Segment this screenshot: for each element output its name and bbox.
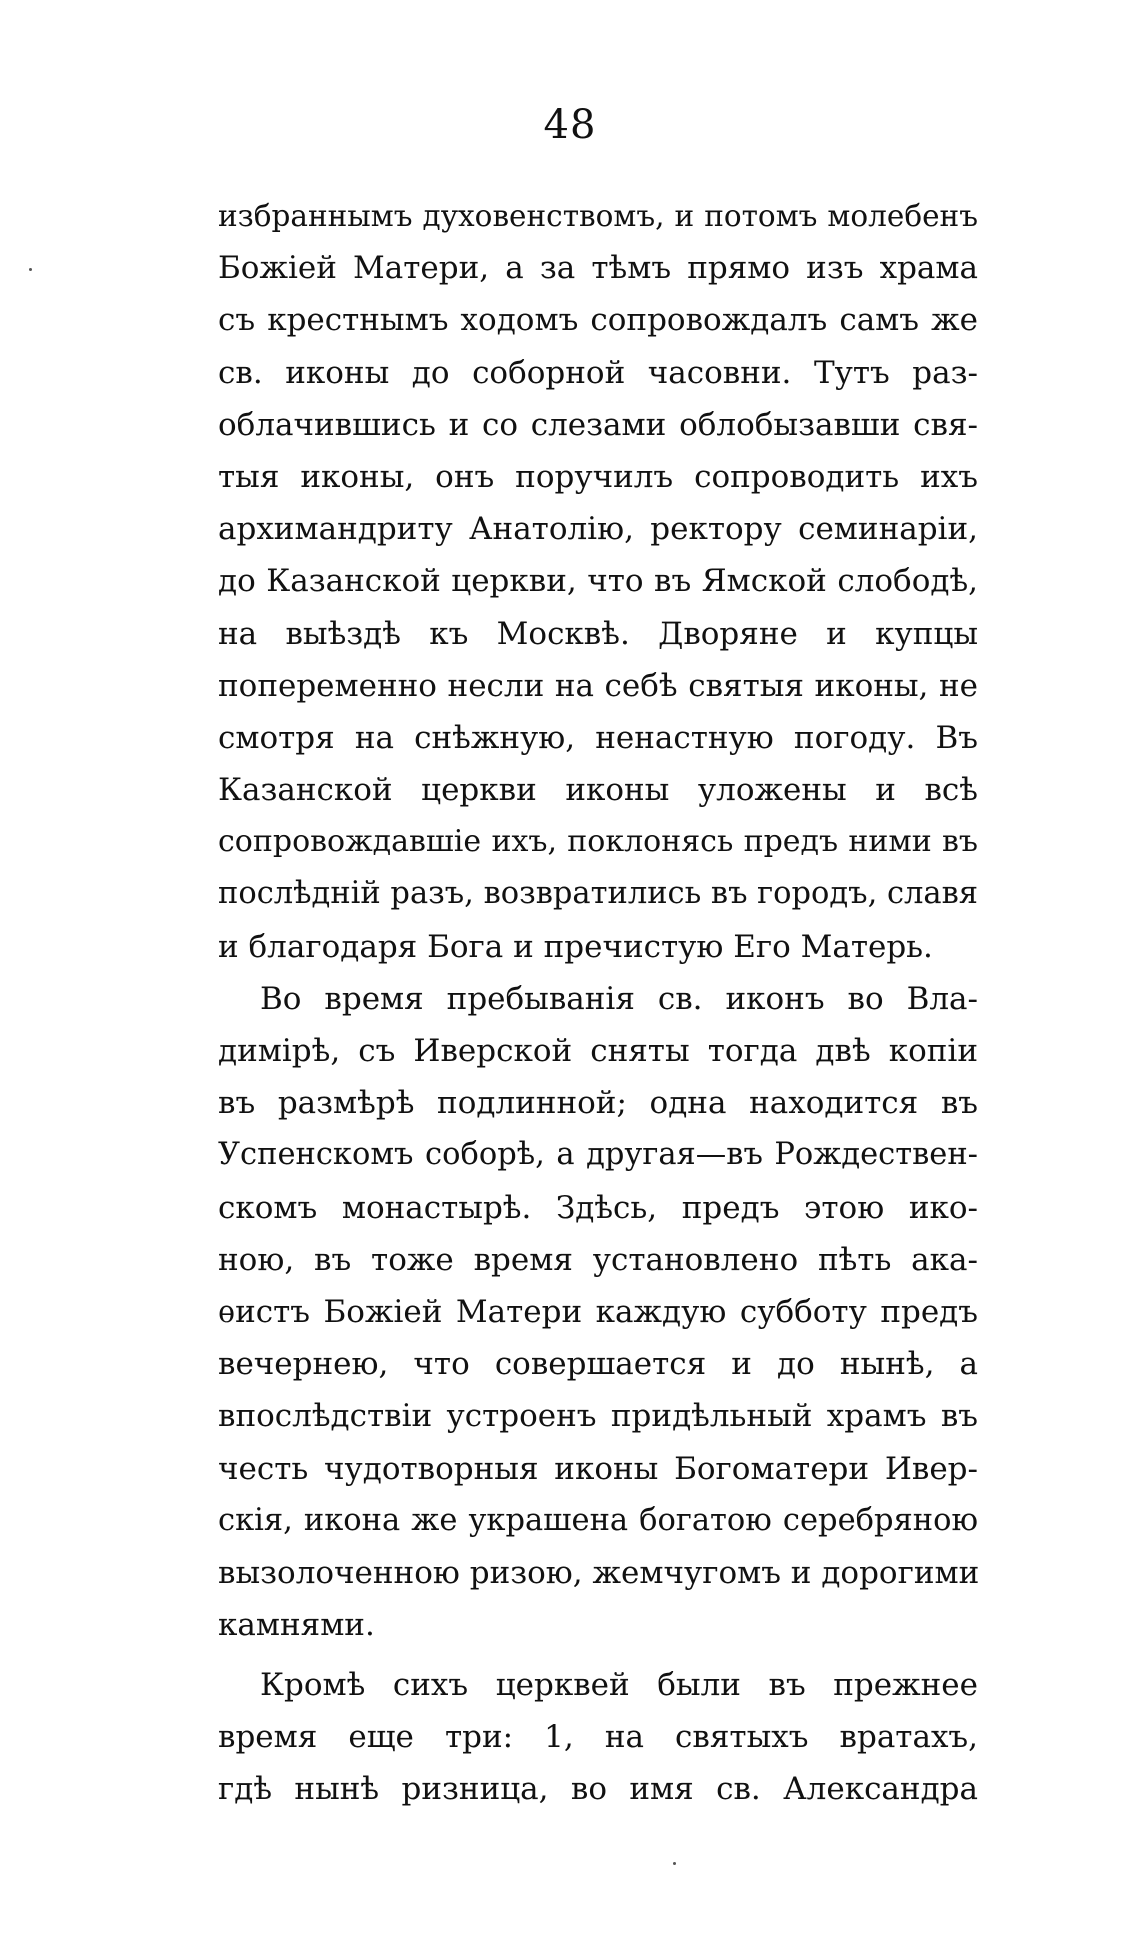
print-speck (29, 268, 32, 271)
text-line: и благодаря Бога и пречистую Его Матерь. (218, 928, 933, 965)
text-line: съ крестнымъ ходомъ сопровождалъ самъ же (218, 302, 978, 339)
text-line: въ размѣрѣ подлинной; одна находится въ (218, 1085, 978, 1122)
text-line: тыя иконы, онъ поручилъ сопроводить ихъ (218, 458, 978, 495)
text-line: скомъ монастырѣ. Здѣсь, предъ этою ико- (218, 1189, 978, 1226)
text-line: ною, въ тоже время установлено пѣть ака- (218, 1241, 978, 1278)
text-line: Казанской церкви иконы уложены и всѣ (218, 772, 978, 809)
text-line: ѳистъ Божiей Матери каждую субботу предъ (218, 1293, 978, 1330)
text-line: Успенскомъ соборѣ, а другая—въ Рождествен- (218, 1137, 978, 1173)
text-line: время еще три: 1, на святыхъ вратахъ, (218, 1719, 978, 1756)
text-line: послѣднiй разъ, возвратились въ городъ, славя (218, 876, 979, 912)
text-line: избраннымъ духовенствомъ, и потомъ молебенъ (218, 199, 978, 233)
text-line: смотря на снѣжную, ненастную погоду. Въ (218, 719, 978, 756)
page-number: 48 (543, 102, 597, 148)
text-line: впослѣдствiи устроенъ придѣльный храмъ въ (218, 1398, 978, 1435)
print-speck (673, 1862, 676, 1865)
text-line: вызолоченною ризою, жемчугомъ и дорогими (218, 1554, 980, 1591)
paragraph-start-line: Во время пребыванiя св. иконъ во Вла- (260, 980, 978, 1017)
text-line: димiрѣ, съ Иверской сняты тогда двѣ копiи (218, 1033, 978, 1069)
text-line: до Казанской церкви, что въ Ямской слободѣ, (218, 563, 978, 600)
text-line: попеременно несли на себѣ святыя иконы, не (218, 667, 978, 704)
text-line: гдѣ нынѣ ризница, во имя св. Александра (218, 1771, 978, 1808)
text-line: вечернею, что совершается и до нынѣ, а (218, 1346, 978, 1383)
text-line: Божiей Матери, а за тѣмъ прямо изъ храма (218, 250, 978, 287)
text-line: скiя, икона же украшена богатою серебряною (218, 1502, 978, 1538)
paragraph-start-line: Кромѣ сихъ церквей были въ прежнее (260, 1667, 978, 1704)
text-line: камнями. (218, 1607, 375, 1644)
text-line: архимандриту Анатолiю, ректору семинарiи, (218, 511, 978, 548)
text-line: честь чудотворныя иконы Богоматери Ивер- (218, 1450, 978, 1487)
text-line: облачившись и со слезами облобызавши свя- (218, 406, 978, 443)
text-line: на выѣздѣ къ Москвѣ. Дворяне и купцы (218, 615, 978, 652)
body-text (218, 190, 978, 1816)
text-line: сопровождавшiе ихъ, поклонясь предъ ними въ (218, 824, 978, 860)
text-line: св. иконы до соборной часовни. Тутъ раз- (218, 354, 978, 391)
